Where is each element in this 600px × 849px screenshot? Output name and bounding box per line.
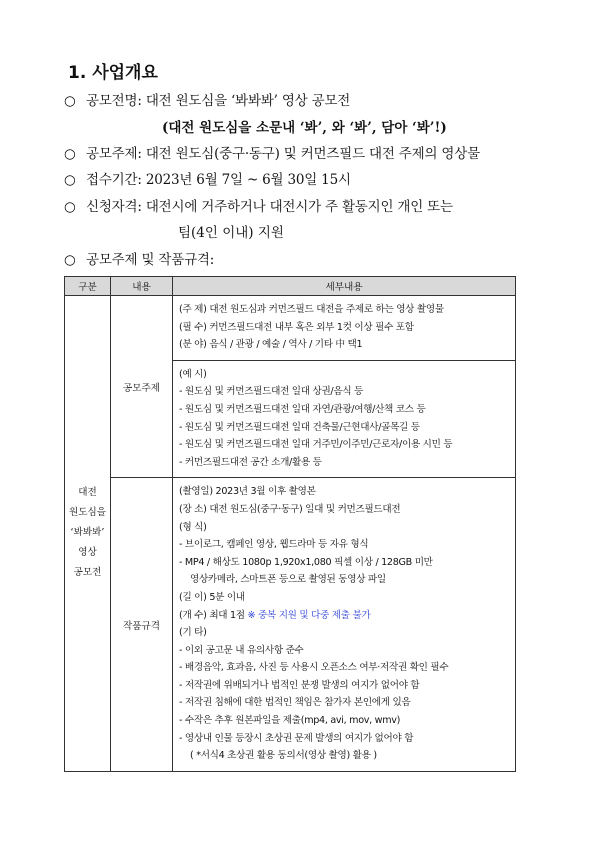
item-label: 신청자격: [86,199,142,215]
item-submission-period [64,168,351,188]
gubun-cell [65,296,111,772]
detail-line: - 저작권 침해에 대한 법적인 책임은 참가자 본인에게 있음 [179,697,411,709]
detail-line: - MP4 / 해상도 1080p 1,920x1,080 픽셀 이상 / 128GB 미만 [179,556,433,568]
detail-line: (길 이) 5분 이내 [179,591,245,603]
table-row [65,478,516,772]
item-eligibility [64,195,453,215]
circle-bullet-icon: ○ [64,93,76,109]
detail-line: - 저작권에 위배되거나 법적인 분쟁 발생의 여지가 없어야 함 [179,679,420,691]
detail-line: - 원도심 및 커먼즈필드대전 일대 건축물/근현대사/골목길 등 [179,421,420,433]
detail-line: (주 제) 대전 원도심과 커먼즈필드 대전을 주제로 하는 영상 촬영물 [179,304,444,315]
detail-line: - 원도심 및 커먼즈필드대전 일대 상권/음식 등 [179,386,364,398]
item-text: 2023년 6월 7일 ~ 6월 30일 15시 [145,172,351,188]
detail-line: (형 식) [179,521,207,533]
item-label: 접수기간: [86,172,142,188]
item-text: 대전 원도심(중구·동구) 및 커먼즈필드 대전 주제의 영상물 [145,146,480,162]
gubun-line: 대전 [78,487,97,499]
detail-line: - 브이로그, 캠페인 영상, 웹드라마 등 자유 형식 [179,539,369,551]
item-label: 공모전명: [86,93,142,109]
detail-line: (분 야) 음식 / 관광 / 예술 / 역사 / 기타 中 택1 [179,339,363,351]
duplicate-warning: ※ 중복 지원 및 다중 제출 불가 [247,609,371,621]
detail-line: (기 타) [179,627,207,639]
detail-line: (예 시) [179,368,207,380]
topic-detail-cell-2 [173,360,516,478]
detail-line: (필 수) 커먼즈필드대전 내부 혹은 외부 1컷 이상 필수 포함 [179,321,414,333]
detail-line: - 원도심 및 커먼즈필드대전 일대 거주민/이주민/근로자/이용 시민 등 [179,439,453,451]
header-naeyong: 내용 [111,277,173,296]
circle-bullet-icon: ○ [64,199,76,215]
table-row [65,296,516,361]
header-gubun: 구분 [65,277,111,296]
detail-line: - 이외 공고문 내 유의사항 준수 [179,644,304,656]
spec-table [64,276,516,772]
gubun-line: 원도심을 [68,507,107,519]
gubun-line: ‘봐봐봐’ [70,527,105,539]
item-text: 대전시에 거주하거나 대전시가 주 활동지인 개인 또는 [145,199,453,215]
item-contest-name [64,89,350,109]
detail-line: - 배경음악, 효과음, 사진 등 사용시 오픈소스 여부·저작권 확인 필수 [179,662,449,674]
detail-line: - 원도심 및 커먼즈필드대전 일대 자연/관광/여행/산책 코스 등 [179,403,426,415]
spec-label-cell: 작품규격 [111,478,173,772]
count-text: (개 수) 최대 1점 [179,609,245,621]
detail-line-indented: 영상카메라, 스마트폰 등으로 촬영된 동영상 파일 [190,574,386,586]
item-label: 공모주제 및 작품규격: [86,252,215,268]
item-contest-topic [64,142,480,162]
circle-bullet-icon: ○ [64,252,76,268]
detail-line-count [179,607,509,625]
topic-label-cell: 공모주제 [111,296,173,478]
detail-line: - 수작은 추후 원본파일을 제출(mp4, avi, mov, wmv) [179,715,401,727]
header-detail: 세부내용 [173,277,516,296]
contest-subtitle: (대전 원도심을 소문내 ‘봐’, 와 ‘봐’, 담아 ‘봐’!) [162,120,447,136]
detail-line: (장 소) 대전 원도심(중구·동구) 일대 및 커먼즈필드대전 [179,503,401,515]
table-header-row [65,277,516,296]
circle-bullet-icon: ○ [64,146,76,162]
topic-detail-cell-1 [173,296,516,361]
detail-line-indented: ( *서식4 초상권 활용 동의서(영상 촬영) 활용 ) [190,750,377,762]
gubun-line: 공모전 [73,567,102,579]
detail-line: (촬영일) 2023년 3월 이후 촬영본 [179,486,316,498]
item-topic-and-spec [64,248,214,268]
section-title: 1. 사업개요 [68,63,158,83]
detail-line: - 영상내 인물 등장시 초상권 문제 발생의 여지가 없어야 함 [179,732,414,744]
spec-detail-cell [173,478,516,772]
item-text: 대전 원도심을 ‘봐봐봐’ 영상 공모전 [145,93,351,109]
item-label: 공모주제: [86,146,142,162]
gubun-line: 영상 [78,547,97,559]
detail-line: - 커먼즈필드대전 공간 소개/활용 등 [179,456,322,468]
circle-bullet-icon: ○ [64,172,76,188]
eligibility-continuation: 팀(4인 이내) 지원 [178,225,284,241]
